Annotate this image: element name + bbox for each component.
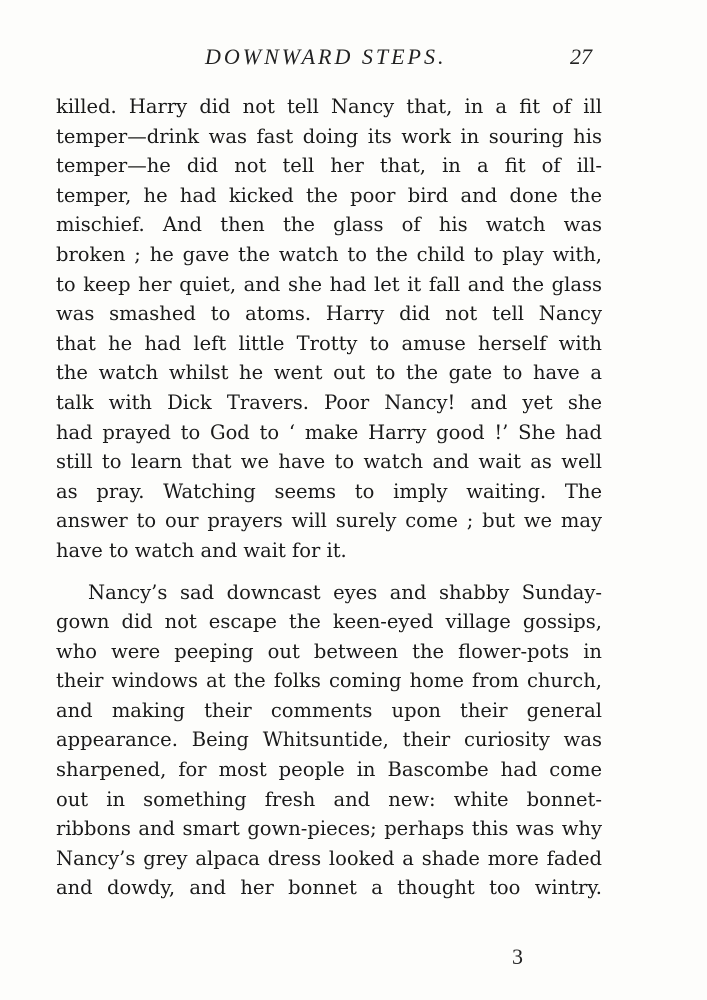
- text-line: temper—drink was fast doing its work in souring his: [56, 124, 602, 148]
- text-line: ribbons and smart gown-pieces; perhaps this was why: [56, 817, 602, 841]
- text-line: out in something fresh and new: white bonnet-: [56, 787, 602, 811]
- paragraph-gap: [56, 566, 602, 578]
- text-line: their windows at the folks coming home from church,: [56, 669, 602, 693]
- paragraph-1: [56, 92, 602, 566]
- paragraph-2: [56, 578, 602, 904]
- text-line: and making their comments upon their general: [56, 698, 602, 722]
- text-line: and dowdy, and her bonnet a thought too wintry.: [56, 876, 602, 900]
- text-line: still to learn that we have to watch and wait as well: [56, 450, 602, 474]
- text-line: sharpened, for most people in Bascombe had come: [56, 758, 602, 782]
- text-line: was smashed to atoms. Harry did not tell Nancy: [56, 302, 602, 326]
- text-line: Nancy’s grey alpaca dress looked a shade more faded: [56, 846, 602, 870]
- text-line: had prayed to God to ‘ make Harry good !’ She had: [56, 420, 602, 444]
- body-text: [56, 92, 602, 903]
- text-line: the watch whilst he went out to the gate to have a: [56, 361, 602, 385]
- text-line: gown did not escape the keen-eyed village gossips,: [56, 610, 602, 634]
- text-line: talk with Dick Travers. Poor Nancy! and yet she: [56, 390, 602, 414]
- running-title: DOWNWARD STEPS.: [205, 44, 447, 69]
- running-head: [0, 40, 707, 76]
- text-line: temper, he had kicked the poor bird and done the: [56, 183, 602, 207]
- text-line: mischief. And then the glass of his watch was: [56, 213, 602, 237]
- text-line: to keep her quiet, and she had let it fall and the glass: [56, 272, 602, 296]
- text-line: appearance. Being Whitsuntide, their curiosity was: [56, 728, 602, 752]
- text-line: temper—he did not tell her that, in a fit of ill-: [56, 154, 602, 178]
- text-line: answer to our prayers will surely come ; but we may: [56, 509, 602, 533]
- text-line: have to watch and wait for it.: [56, 538, 347, 562]
- page-number: 27: [570, 44, 592, 69]
- text-line: killed. Harry did not tell Nancy that, in a fit of ill: [56, 95, 602, 118]
- text-line: as pray. Watching seems to imply waiting. The: [56, 479, 602, 503]
- text-line: Nancy’s sad downcast eyes and shabby Sunday-: [88, 580, 602, 604]
- signature-mark: 3: [512, 944, 523, 969]
- text-line: broken ; he gave the watch to the child to play with,: [56, 242, 602, 266]
- text-line: that he had left little Trotty to amuse herself with: [56, 331, 602, 355]
- text-line: who were peeping out between the flower-pots in: [56, 639, 602, 663]
